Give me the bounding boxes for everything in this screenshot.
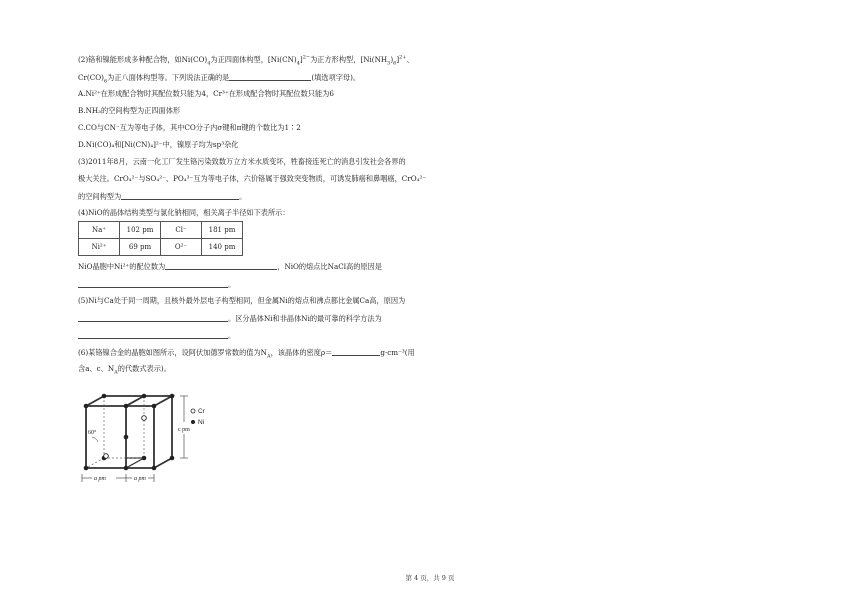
legend-cr-marker	[191, 409, 195, 413]
cr-atom	[142, 416, 147, 421]
legend-cr-label: Cr	[198, 408, 205, 415]
q2-text: )	[390, 55, 394, 64]
answer-blank[interactable]	[78, 313, 228, 322]
page-footer: 第 4 页，共 9 页	[405, 574, 455, 582]
ni-atom	[102, 394, 107, 399]
q5-line3: 。	[78, 330, 235, 341]
q2-line2: $Cr(CO)_6$为正八面体构型等。下列说法正确的是 (填选项字母)。	[78, 73, 361, 85]
table-row	[79, 222, 243, 239]
answer-blank[interactable]	[229, 72, 311, 81]
height-label: c pm	[178, 427, 190, 433]
q3-line3: 的空间构型为 。	[78, 192, 247, 201]
ni-atom	[142, 394, 147, 399]
base-label-1: a pm	[94, 476, 106, 482]
ni-atom	[124, 404, 129, 409]
q6-line2: 含a、c、$N_A$的代数式表示)。	[78, 364, 171, 376]
q4-line1: (4)NiO的晶体结构类型与氯化钠相同，相关离子半径如下表所示：	[78, 208, 290, 217]
q2-text: Cr(CO)	[78, 73, 104, 82]
q5-text: 。区分晶体Ni和非晶体Ni的最可靠的科学方法为	[228, 314, 382, 323]
q5-line1: (5)Ni与Ca处于同一周期，且核外最外层电子构型相同，但金属Ni的熔点和沸点都比金属Ca高，原因为	[78, 296, 406, 305]
q6-text: 含a、c、N	[78, 364, 115, 373]
table-cell: 140 pm	[202, 239, 243, 256]
q2-text: (填选项字母)。	[311, 73, 361, 82]
ni-atom	[124, 466, 129, 471]
q2-text: 为正八面体构型等。下列说法正确的是	[107, 73, 230, 82]
q2-option-d: D.Ni(CO)₄和[Ni(CN)₄]²⁻中，镍原子均为sp³杂化	[78, 140, 239, 149]
q2-line1: (2)铬和镍能形成多种配合物，如$Ni(CO)_4$为正四面体构型，$[Ni(CN)_4]^{2-}$为正方形构型，$[Ni(NH_3)_6]^{2+}$、	[78, 54, 414, 67]
answer-blank[interactable]	[165, 261, 277, 270]
base-label-2: a pm	[134, 476, 146, 482]
table-cell: Na⁺	[79, 222, 120, 239]
table-cell: 181 pm	[202, 222, 243, 239]
q5-line2	[78, 313, 382, 324]
q2-text: (2)铬和镍能形成多种配合物，如Ni(CO)	[78, 55, 208, 64]
q3-line1: (3)2011年8月，云南一化工厂发生铬污染致数万立方米水质变坏，牲畜接连死亡的消息引发社会各界的	[78, 157, 406, 166]
ni-atom	[84, 466, 89, 471]
legend-ni-label: Ni	[198, 419, 205, 426]
ni-atom	[152, 404, 157, 409]
q6-text: 的代数式表示)。	[117, 364, 171, 373]
angle-label: 60°	[88, 430, 97, 436]
table-cell: 69 pm	[120, 239, 161, 256]
q2-text: 为正方形构型，[Ni(NH	[310, 55, 388, 64]
cr-atom	[104, 454, 109, 459]
crystal-cell-diagram	[78, 390, 228, 490]
q4-line2	[78, 261, 382, 272]
q2-option-b: B.NH₃的空间构型为正四面体形	[78, 106, 181, 115]
ni-atom	[170, 456, 175, 461]
ni-atom	[124, 435, 129, 440]
table-cell: Ni²⁺	[79, 239, 120, 256]
q6-text: g·cm⁻³(用	[380, 348, 415, 357]
q3-text: 的空间构型为	[78, 192, 122, 201]
ni-atom	[170, 394, 175, 399]
table-cell: 102 pm	[120, 222, 161, 239]
ni-atom	[142, 456, 147, 461]
answer-blank[interactable]	[332, 347, 380, 356]
q2-option-a: A.Ni²⁺在形成配合物时其配位数只能为4，Cr³⁺在形成配合物时其配位数只能为6	[78, 89, 334, 98]
q2-option-c: C.CO与CN⁻互为等电子体，其中CO分子内σ键和π键的个数比为1∶2	[78, 123, 301, 132]
table-row	[79, 239, 243, 256]
answer-blank[interactable]	[78, 330, 228, 339]
q6-text: ，该晶体的密度ρ＝	[270, 348, 333, 357]
q4-line3: 。	[78, 279, 235, 290]
ion-radius-table	[78, 221, 243, 256]
q6-line1: (6)某铬镍合金的晶胞如图所示，设阿伏加德罗常数的值为$N_A$，该晶体的密度ρ＝ g·cm⁻³(用	[78, 348, 415, 360]
ni-atom	[152, 466, 157, 471]
q6-text: (6)某铬镍合金的晶胞如图所示，设阿伏加德罗常数的值为N	[78, 348, 267, 357]
q4-text: NiO晶胞中Ni²⁺的配位数为	[78, 262, 166, 271]
legend-ni-marker	[191, 420, 195, 424]
q4-text: ，NiO的熔点比NaCl高的原因是	[277, 262, 382, 271]
answer-blank[interactable]	[121, 191, 239, 200]
q3-line2: 极大关注。CrO₄²⁻与SO₄²⁻、PO₄³⁻互为等电子体，六价铬属于强致突变物质，可诱发肺癌和鼻咽癌，CrO₄²⁻	[78, 174, 427, 183]
q2-text: 为正四面体构型，[Ni(CN)	[210, 55, 297, 64]
table-cell: O²⁻	[161, 239, 202, 256]
ni-atom	[84, 404, 89, 409]
table-cell: Cl⁻	[161, 222, 202, 239]
answer-blank[interactable]	[78, 279, 228, 288]
